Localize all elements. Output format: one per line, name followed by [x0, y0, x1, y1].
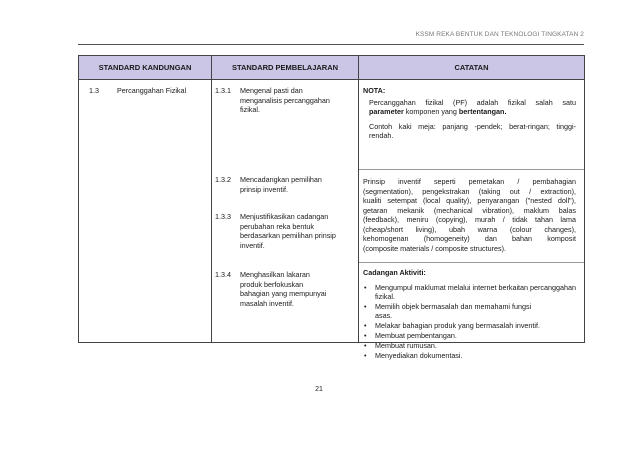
contoh-line-1: Contoh kaki meja: panjang -pendek; berat-ringan; tinggi-: [369, 121, 576, 131]
pembelajaran-cell: [212, 80, 359, 343]
prinsip-line: (segmentation), pengekstrakan (taking out / extraction),: [363, 186, 576, 196]
list-item: • Melakar bahagian produk yang bermasalah inventif.: [363, 321, 576, 330]
nota-connector: komponen yang: [403, 107, 459, 116]
kandungan-code: 1.3: [89, 86, 99, 95]
page-number: 21: [315, 386, 323, 393]
section-divider: [359, 262, 584, 263]
item-text: Menghasilkan lakaran produk berfokuskan bahagian yang mempunyai masalah inventif.: [240, 270, 327, 308]
list-item: • Memilih objek bermasalah dan memahami fungsi asas.: [363, 302, 576, 321]
nota-section: [363, 86, 576, 141]
item-text: Mengenal pasti dan menganalisis percanggahan fizikal.: [240, 86, 330, 114]
pembelajaran-item: [215, 86, 355, 115]
running-header: KSSM REKA BENTUK DAN TEKNOLOGI TINGKATAN 2: [415, 31, 584, 38]
list-item: • Menyediakan dokumentasi.: [363, 351, 576, 360]
nota-bold-parameter: parameter: [369, 107, 404, 116]
pembelajaran-item: [215, 175, 355, 194]
prinsip-line: (cheap/short living), ubah warna (colour changes),: [363, 224, 576, 234]
table-header-row: [79, 56, 585, 80]
nota-line-1: Percanggahan fizikal (PF) adalah fizikal salah satu: [369, 97, 576, 107]
col-header-catatan: CATATAN: [359, 56, 585, 80]
item-number: 1.3.2: [215, 175, 231, 184]
item-number: 1.3.3: [215, 212, 231, 221]
prinsip-line: (composite materials / composite structures).: [363, 243, 506, 253]
nota-bold-bertentangan: bertentangan.: [458, 107, 507, 116]
standards-table: [78, 55, 585, 361]
list-item: • Mengumpul maklumat melalui internet berkaitan percanggahan fizikal.: [363, 283, 576, 302]
list-item: • Membuat rumusan.: [363, 341, 576, 350]
col-header-kandungan: STANDARD KANDUNGAN: [79, 56, 212, 80]
prinsip-section: [363, 177, 576, 253]
nota-line-2: [369, 107, 576, 117]
item-number: 1.3.4: [215, 270, 231, 279]
header-rule: [78, 44, 584, 45]
item-number: 1.3.1: [215, 86, 231, 95]
aktiviti-label: Cadangan Aktiviti:: [363, 268, 426, 277]
pembelajaran-item: [215, 270, 355, 308]
item-text: Mencadangkan pemilihan prinsip inventif.: [240, 175, 322, 194]
nota-label: NOTA:: [363, 86, 386, 95]
col-header-pembelajaran: STANDARD PEMBELAJARAN: [212, 56, 359, 80]
prinsip-line: kehomogenan (homogeneity) dan bahan komposit: [363, 234, 576, 243]
list-item: • Membuat pembentangan.: [363, 331, 576, 340]
section-divider: [359, 169, 584, 170]
aktiviti-list: [363, 283, 576, 361]
kandungan-cell: [79, 80, 212, 343]
pembelajaran-item: [215, 212, 355, 250]
aktiviti-section: [363, 268, 576, 361]
catatan-cell: [359, 80, 585, 361]
prinsip-line: Prinsip inventif seperti pemetakan / pembahagian: [363, 177, 576, 186]
prinsip-line: getaran mekanik (mechanical vibration), maklum balas: [363, 205, 576, 215]
table-row: [79, 80, 585, 343]
prinsip-line: (feedback), meniru (copying), murah / tidak tahan lama: [363, 215, 576, 224]
item-text: Menjustifikasikan cadangan perubahan reka bentuk berdasarkan pemilihan prinsip inventif.: [240, 212, 336, 250]
contoh-line-2: rendah.: [369, 131, 394, 140]
kandungan-title: Percanggahan Fizikal: [117, 86, 187, 95]
prinsip-line: kualiti setempat (local quality), penyarangan ("nested doll"),: [363, 196, 576, 205]
